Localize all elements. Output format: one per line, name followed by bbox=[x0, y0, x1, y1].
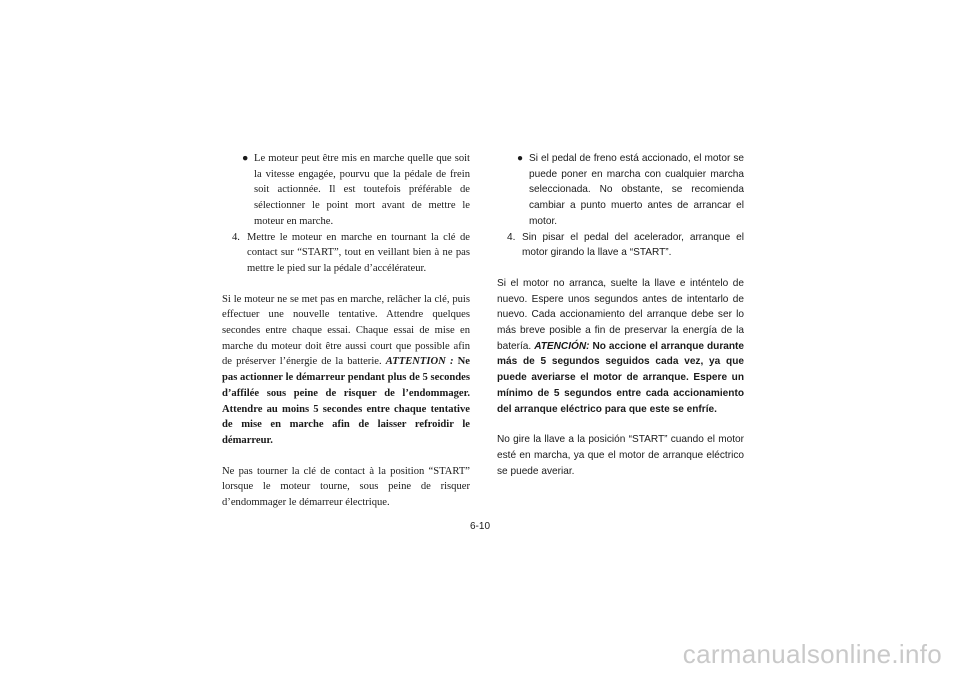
bullet-dot-icon: ● bbox=[242, 153, 249, 164]
spanish-paragraph-2: No gire la llave a la posición “START” cuando el motor esté en marcha, ya que el motor de arranque eléctrico se puede averiar. bbox=[497, 434, 744, 477]
french-column bbox=[222, 151, 470, 511]
spanish-paragraph-1 bbox=[497, 276, 744, 417]
page-number: 6-10 bbox=[469, 521, 490, 532]
french-attention-label: ATTENTION : bbox=[385, 356, 454, 368]
spanish-step-text: Sin pisar el pedal del acelerador, arranque el motor girando la llave a “START”. bbox=[522, 231, 744, 259]
bullet-dot-icon: ● bbox=[517, 153, 524, 164]
spanish-bullet-text: Si el pedal de freno está accionado, el motor se puede poner en marcha con cualquier marcha seleccionada. No obstante, se recomienda cambiar a punto muerto antes de arrancar el motor. bbox=[529, 153, 744, 227]
watermark-text: carmanualsonline.info bbox=[682, 639, 942, 669]
french-bullet-text: Le moteur peut être mis en marche quelle que soit la vitesse engagée, pourvu que la pédale de frein soit actionnée. Il est toutefois préférable de sélectionner le point mort avant de mettre le moteur en marche. bbox=[254, 153, 470, 227]
french-attention-text: Ne pas actionner le démarreur pendant plus de 5 secondes d’affilée sous peine de risquer de l’endommager. Attendre au moins 5 secondes entre chaque tentative de mise en marche afin de laisser refroidir le démarreur. bbox=[222, 356, 471, 446]
spanish-attention-text: No accione el arranque durante más de 5 segundos seguidos cada vez, ya que puede averiarse el motor de arranque. Espere un mínimo de 5 segundos entre cada accionamiento del arranque eléctrico para que este se enfríe. bbox=[497, 340, 745, 415]
spanish-step-4 bbox=[497, 230, 744, 261]
spanish-column bbox=[497, 151, 744, 479]
french-paragraph-2: Ne pas tourner la clé de contact à la position “START” lorsque le moteur tourne, sous peine de risquer d’endommager le démarreur électrique. bbox=[222, 465, 470, 509]
french-paragraph-1 bbox=[222, 292, 470, 449]
spanish-paragraph-1-text: Si el motor no arranca, suelte la llave e inténtelo de nuevo. Espere unos segundos antes de intentarlo de nuevo. Cada accionamiento del arranque debe ser lo más breve posible a fin de preservar la energía de la batería. bbox=[497, 277, 744, 352]
french-step-text: Mettre le moteur en marche en tournant la clé de contact sur “START”, tout en veillant bien à ne pas mettre le pied sur la pédale d’accélérateur. bbox=[247, 231, 470, 274]
spanish-attention-label: ATENCIÓN: bbox=[534, 340, 590, 352]
french-step-number: 4. bbox=[232, 231, 240, 243]
french-bullet-item bbox=[222, 151, 470, 230]
spanish-step-number: 4. bbox=[507, 231, 516, 243]
french-paragraph-1-text: Si le moteur ne se met pas en marche, relâcher la clé, puis effectuer une nouvelle tentative. Attendre quelques secondes entre chaque essai. Chaque essai de mise en marche du moteur doit être aussi court que possible afin de préserver l’énergie de la batterie. bbox=[222, 293, 470, 368]
spanish-bullet-item bbox=[497, 151, 744, 230]
french-step-4 bbox=[222, 230, 470, 277]
